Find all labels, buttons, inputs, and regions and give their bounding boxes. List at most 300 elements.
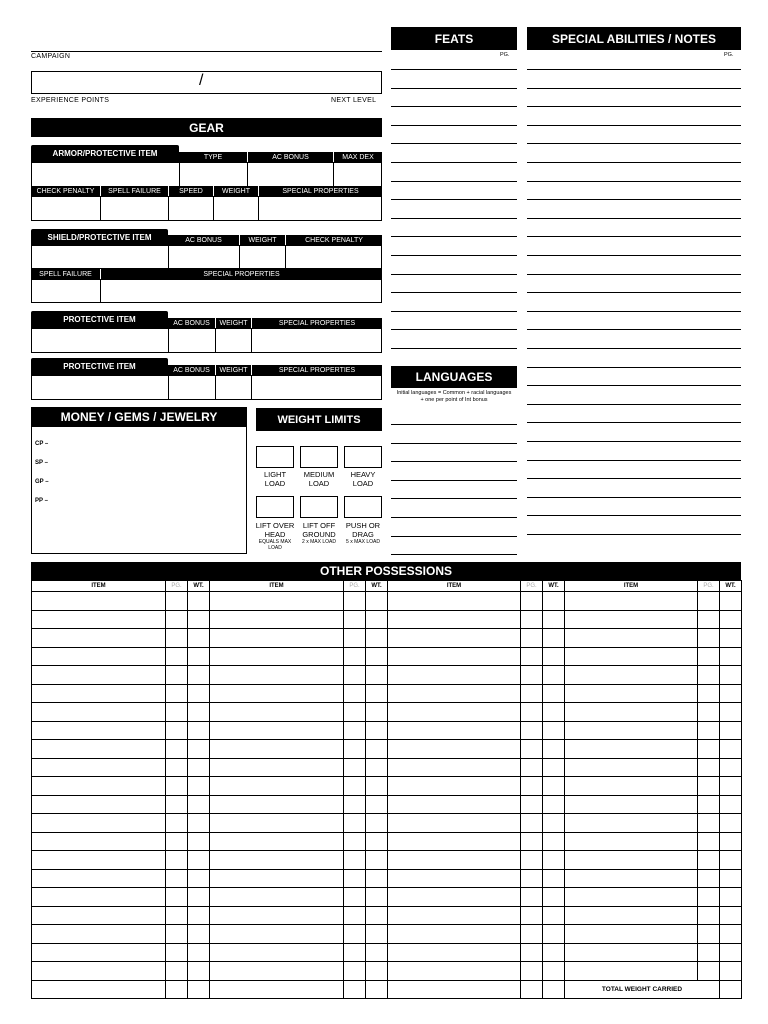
feat-line[interactable] <box>391 236 517 237</box>
special-line[interactable] <box>527 329 741 330</box>
possession-cell[interactable] <box>388 592 521 611</box>
possession-cell[interactable] <box>210 869 344 888</box>
possession-cell[interactable] <box>698 869 720 888</box>
possession-cell[interactable] <box>344 666 366 685</box>
possession-cell[interactable] <box>698 851 720 870</box>
possession-cell[interactable] <box>698 795 720 814</box>
possession-cell[interactable] <box>366 943 388 962</box>
possession-cell[interactable] <box>565 906 698 925</box>
possession-cell[interactable] <box>210 610 344 629</box>
possession-cell[interactable] <box>366 592 388 611</box>
prot2-row[interactable] <box>31 375 382 400</box>
possession-cell[interactable] <box>720 610 742 629</box>
table-row[interactable] <box>32 795 742 814</box>
possession-cell[interactable] <box>32 758 166 777</box>
possession-cell[interactable] <box>344 795 366 814</box>
possession-cell[interactable] <box>166 888 188 907</box>
possession-cell[interactable] <box>32 851 166 870</box>
possession-cell[interactable] <box>720 869 742 888</box>
possession-cell[interactable] <box>521 684 543 703</box>
possession-cell[interactable] <box>366 814 388 833</box>
possession-cell[interactable] <box>521 721 543 740</box>
possession-cell[interactable] <box>720 832 742 851</box>
possession-cell[interactable] <box>32 795 166 814</box>
possession-cell[interactable] <box>188 777 210 796</box>
possession-cell[interactable] <box>388 814 521 833</box>
possession-cell[interactable] <box>543 684 565 703</box>
table-row[interactable] <box>32 777 742 796</box>
possession-cell[interactable] <box>166 851 188 870</box>
possession-cell[interactable] <box>188 666 210 685</box>
possession-cell[interactable] <box>565 777 698 796</box>
possession-cell[interactable] <box>188 795 210 814</box>
possession-cell[interactable] <box>166 980 188 999</box>
possession-cell[interactable] <box>210 647 344 666</box>
possession-cell[interactable] <box>543 925 565 944</box>
possession-cell[interactable] <box>698 684 720 703</box>
possession-cell[interactable] <box>521 943 543 962</box>
possession-cell[interactable] <box>565 740 698 759</box>
possession-cell[interactable] <box>720 684 742 703</box>
possession-cell[interactable] <box>698 758 720 777</box>
possession-cell[interactable] <box>720 925 742 944</box>
possession-cell[interactable] <box>565 721 698 740</box>
light-load-field[interactable] <box>256 446 294 468</box>
possession-cell[interactable] <box>210 980 344 999</box>
special-line[interactable] <box>527 88 741 89</box>
table-row[interactable] <box>32 943 742 962</box>
possession-cell[interactable] <box>565 851 698 870</box>
possession-cell[interactable] <box>188 980 210 999</box>
possession-cell[interactable] <box>344 869 366 888</box>
language-line[interactable] <box>391 480 517 481</box>
possession-cell[interactable] <box>366 795 388 814</box>
possession-cell[interactable] <box>565 869 698 888</box>
possession-cell[interactable] <box>521 666 543 685</box>
special-line[interactable] <box>527 106 741 107</box>
special-line[interactable] <box>527 478 741 479</box>
special-line[interactable] <box>527 236 741 237</box>
possession-cell[interactable] <box>188 906 210 925</box>
possession-cell[interactable] <box>32 647 166 666</box>
possession-cell[interactable] <box>698 777 720 796</box>
possession-cell[interactable] <box>344 888 366 907</box>
feat-line[interactable] <box>391 329 517 330</box>
table-row[interactable] <box>32 721 742 740</box>
possession-cell[interactable] <box>344 925 366 944</box>
possession-cell[interactable] <box>698 832 720 851</box>
possession-cell[interactable] <box>32 610 166 629</box>
possession-cell[interactable] <box>543 666 565 685</box>
possession-cell[interactable] <box>344 740 366 759</box>
table-row[interactable] <box>32 666 742 685</box>
possession-cell[interactable] <box>565 814 698 833</box>
possession-cell[interactable] <box>344 980 366 999</box>
possession-cell[interactable] <box>210 592 344 611</box>
possession-cell[interactable] <box>188 851 210 870</box>
possession-cell[interactable] <box>344 684 366 703</box>
possession-cell[interactable] <box>366 740 388 759</box>
possession-cell[interactable] <box>388 610 521 629</box>
possession-cell[interactable] <box>720 758 742 777</box>
possession-cell[interactable] <box>366 647 388 666</box>
special-line[interactable] <box>527 218 741 219</box>
table-row[interactable] <box>32 758 742 777</box>
possessions-table[interactable] <box>31 580 742 999</box>
push-drag-field[interactable] <box>344 496 382 518</box>
possession-cell[interactable] <box>543 943 565 962</box>
table-row[interactable] <box>32 851 742 870</box>
possession-cell[interactable] <box>521 795 543 814</box>
special-line[interactable] <box>527 69 741 70</box>
special-line[interactable] <box>527 515 741 516</box>
table-row[interactable] <box>32 629 742 648</box>
possession-cell[interactable] <box>166 647 188 666</box>
possession-cell[interactable] <box>543 869 565 888</box>
possession-cell[interactable] <box>720 888 742 907</box>
total-weight-field[interactable] <box>720 980 742 999</box>
possession-cell[interactable] <box>166 943 188 962</box>
possession-cell[interactable] <box>344 629 366 648</box>
possession-cell[interactable] <box>210 777 344 796</box>
heavy-load-field[interactable] <box>344 446 382 468</box>
feat-line[interactable] <box>391 218 517 219</box>
special-line[interactable] <box>527 348 741 349</box>
possession-cell[interactable] <box>210 684 344 703</box>
lift-over-field[interactable] <box>256 496 294 518</box>
possession-cell[interactable] <box>720 703 742 722</box>
possession-cell[interactable] <box>366 888 388 907</box>
money-box[interactable] <box>31 407 247 554</box>
possession-cell[interactable] <box>543 758 565 777</box>
possession-cell[interactable] <box>521 777 543 796</box>
possession-cell[interactable] <box>388 888 521 907</box>
possession-cell[interactable] <box>720 647 742 666</box>
table-row[interactable] <box>32 962 742 981</box>
feat-line[interactable] <box>391 181 517 182</box>
possession-cell[interactable] <box>344 610 366 629</box>
possession-cell[interactable] <box>366 832 388 851</box>
possession-cell[interactable] <box>388 832 521 851</box>
possession-cell[interactable] <box>388 869 521 888</box>
possession-cell[interactable] <box>698 666 720 685</box>
possession-cell[interactable] <box>188 629 210 648</box>
possession-cell[interactable] <box>166 925 188 944</box>
special-line[interactable] <box>527 162 741 163</box>
possession-cell[interactable] <box>521 647 543 666</box>
possession-cell[interactable] <box>210 906 344 925</box>
special-line[interactable] <box>527 292 741 293</box>
special-line[interactable] <box>527 385 741 386</box>
feat-line[interactable] <box>391 69 517 70</box>
special-line[interactable] <box>527 274 741 275</box>
possession-cell[interactable] <box>32 721 166 740</box>
medium-load-field[interactable] <box>300 446 338 468</box>
special-line[interactable] <box>527 422 741 423</box>
table-row[interactable] <box>32 610 742 629</box>
possession-cell[interactable] <box>543 962 565 981</box>
possession-cell[interactable] <box>388 925 521 944</box>
possession-cell[interactable] <box>388 758 521 777</box>
special-line[interactable] <box>527 497 741 498</box>
possession-cell[interactable] <box>366 721 388 740</box>
possession-cell[interactable] <box>698 888 720 907</box>
possession-cell[interactable] <box>543 610 565 629</box>
possession-cell[interactable] <box>188 832 210 851</box>
shield-row2[interactable] <box>31 279 382 303</box>
possession-cell[interactable] <box>344 647 366 666</box>
feat-line[interactable] <box>391 143 517 144</box>
possession-cell[interactable] <box>521 832 543 851</box>
possession-cell[interactable] <box>521 888 543 907</box>
feat-line[interactable] <box>391 348 517 349</box>
possession-cell[interactable] <box>32 869 166 888</box>
possession-cell[interactable] <box>720 666 742 685</box>
possession-cell[interactable] <box>344 703 366 722</box>
possession-cell[interactable] <box>210 943 344 962</box>
table-row[interactable] <box>32 925 742 944</box>
possession-cell[interactable] <box>543 814 565 833</box>
possession-cell[interactable] <box>166 610 188 629</box>
possession-cell[interactable] <box>32 703 166 722</box>
possession-cell[interactable] <box>543 592 565 611</box>
possession-cell[interactable] <box>565 795 698 814</box>
possession-cell[interactable] <box>32 592 166 611</box>
possession-cell[interactable] <box>720 592 742 611</box>
possession-cell[interactable] <box>344 814 366 833</box>
possession-cell[interactable] <box>344 721 366 740</box>
possession-cell[interactable] <box>388 777 521 796</box>
possession-cell[interactable] <box>698 962 720 981</box>
possession-cell[interactable] <box>521 592 543 611</box>
possession-cell[interactable] <box>720 777 742 796</box>
possession-cell[interactable] <box>166 740 188 759</box>
possession-cell[interactable] <box>166 814 188 833</box>
special-line[interactable] <box>527 181 741 182</box>
possession-cell[interactable] <box>344 962 366 981</box>
possession-cell[interactable] <box>565 888 698 907</box>
possession-cell[interactable] <box>188 592 210 611</box>
possession-cell[interactable] <box>188 962 210 981</box>
possession-cell[interactable] <box>543 980 565 999</box>
possession-cell[interactable] <box>366 906 388 925</box>
possession-cell[interactable] <box>388 962 521 981</box>
possession-cell[interactable] <box>188 943 210 962</box>
possession-cell[interactable] <box>366 869 388 888</box>
possession-cell[interactable] <box>565 647 698 666</box>
possession-cell[interactable] <box>210 832 344 851</box>
possession-cell[interactable] <box>521 980 543 999</box>
possession-cell[interactable] <box>698 925 720 944</box>
possession-cell[interactable] <box>521 906 543 925</box>
feat-line[interactable] <box>391 199 517 200</box>
possession-cell[interactable] <box>166 832 188 851</box>
special-line[interactable] <box>527 441 741 442</box>
possession-cell[interactable] <box>565 703 698 722</box>
possession-cell[interactable] <box>210 629 344 648</box>
possession-cell[interactable] <box>32 666 166 685</box>
possession-cell[interactable] <box>543 888 565 907</box>
possession-cell[interactable] <box>210 888 344 907</box>
possession-cell[interactable] <box>720 721 742 740</box>
possession-cell[interactable] <box>720 851 742 870</box>
possession-cell[interactable] <box>188 925 210 944</box>
possession-cell[interactable] <box>188 869 210 888</box>
possession-cell[interactable] <box>543 721 565 740</box>
possession-cell[interactable] <box>521 814 543 833</box>
possession-cell[interactable] <box>166 592 188 611</box>
table-row[interactable] <box>32 740 742 759</box>
possession-cell[interactable] <box>698 610 720 629</box>
special-line[interactable] <box>527 534 741 535</box>
possession-cell[interactable] <box>366 666 388 685</box>
possession-cell[interactable] <box>720 740 742 759</box>
possession-cell[interactable] <box>210 703 344 722</box>
possession-cell[interactable] <box>521 610 543 629</box>
table-row[interactable] <box>32 832 742 851</box>
possession-cell[interactable] <box>166 795 188 814</box>
possession-cell[interactable] <box>366 703 388 722</box>
possession-cell[interactable] <box>543 647 565 666</box>
possession-cell[interactable] <box>32 962 166 981</box>
feat-line[interactable] <box>391 88 517 89</box>
table-row[interactable] <box>32 703 742 722</box>
possession-cell[interactable] <box>344 943 366 962</box>
feat-line[interactable] <box>391 125 517 126</box>
possession-cell[interactable] <box>521 869 543 888</box>
possession-cell[interactable] <box>698 629 720 648</box>
special-line[interactable] <box>527 199 741 200</box>
special-line[interactable] <box>527 311 741 312</box>
possession-cell[interactable] <box>720 962 742 981</box>
possession-cell[interactable] <box>210 795 344 814</box>
possession-cell[interactable] <box>366 684 388 703</box>
possession-cell[interactable] <box>720 943 742 962</box>
possession-cell[interactable] <box>565 629 698 648</box>
possession-cell[interactable] <box>698 740 720 759</box>
table-row[interactable] <box>32 592 742 611</box>
feat-line[interactable] <box>391 106 517 107</box>
possession-cell[interactable] <box>366 777 388 796</box>
possession-cell[interactable] <box>543 703 565 722</box>
possession-cell[interactable] <box>166 703 188 722</box>
possession-cell[interactable] <box>698 703 720 722</box>
possession-cell[interactable] <box>344 851 366 870</box>
possession-cell[interactable] <box>388 851 521 870</box>
lift-off-field[interactable] <box>300 496 338 518</box>
possession-cell[interactable] <box>32 814 166 833</box>
possession-cell[interactable] <box>720 795 742 814</box>
feat-line[interactable] <box>391 274 517 275</box>
possession-cell[interactable] <box>565 758 698 777</box>
possession-cell[interactable] <box>565 943 698 962</box>
table-row[interactable] <box>32 684 742 703</box>
language-line[interactable] <box>391 554 517 555</box>
possession-cell[interactable] <box>698 906 720 925</box>
possession-cell[interactable] <box>720 814 742 833</box>
possession-cell[interactable] <box>388 795 521 814</box>
possession-cell[interactable] <box>388 666 521 685</box>
possession-cell[interactable] <box>543 629 565 648</box>
language-line[interactable] <box>391 498 517 499</box>
possession-cell[interactable] <box>344 592 366 611</box>
possession-cell[interactable] <box>188 888 210 907</box>
possession-cell[interactable] <box>366 851 388 870</box>
possession-cell[interactable] <box>388 980 521 999</box>
possession-cell[interactable] <box>565 610 698 629</box>
possession-cell[interactable] <box>565 592 698 611</box>
possession-cell[interactable] <box>210 721 344 740</box>
feat-line[interactable] <box>391 292 517 293</box>
possession-cell[interactable] <box>166 962 188 981</box>
possession-cell[interactable] <box>521 851 543 870</box>
table-row[interactable] <box>32 906 742 925</box>
possession-cell[interactable] <box>188 703 210 722</box>
possession-cell[interactable] <box>32 925 166 944</box>
possession-cell[interactable] <box>210 851 344 870</box>
possession-cell[interactable] <box>210 758 344 777</box>
table-row[interactable] <box>32 814 742 833</box>
special-line[interactable] <box>527 255 741 256</box>
feat-line[interactable] <box>391 162 517 163</box>
possession-cell[interactable] <box>188 721 210 740</box>
possession-cell[interactable] <box>166 869 188 888</box>
possession-cell[interactable] <box>210 814 344 833</box>
armor-row1[interactable] <box>31 162 382 187</box>
possession-cell[interactable] <box>166 684 188 703</box>
possession-cell[interactable] <box>366 758 388 777</box>
possession-cell[interactable] <box>388 703 521 722</box>
possession-cell[interactable] <box>366 610 388 629</box>
possession-cell[interactable] <box>32 777 166 796</box>
possession-cell[interactable] <box>521 962 543 981</box>
possession-cell[interactable] <box>188 647 210 666</box>
possession-cell[interactable] <box>388 906 521 925</box>
possession-cell[interactable] <box>565 832 698 851</box>
possession-cell[interactable] <box>543 777 565 796</box>
language-line[interactable] <box>391 536 517 537</box>
possession-cell[interactable] <box>565 925 698 944</box>
possession-cell[interactable] <box>210 925 344 944</box>
possession-cell[interactable] <box>543 832 565 851</box>
table-row[interactable] <box>32 869 742 888</box>
language-line[interactable] <box>391 424 517 425</box>
possession-cell[interactable] <box>32 684 166 703</box>
possession-cell[interactable] <box>543 851 565 870</box>
possession-cell[interactable] <box>32 629 166 648</box>
possession-cell[interactable] <box>166 666 188 685</box>
possession-cell[interactable] <box>698 592 720 611</box>
possession-cell[interactable] <box>366 629 388 648</box>
possession-cell[interactable] <box>388 629 521 648</box>
table-row[interactable] <box>32 980 742 999</box>
possession-cell[interactable] <box>698 943 720 962</box>
possession-cell[interactable] <box>188 610 210 629</box>
possession-cell[interactable] <box>188 814 210 833</box>
possession-cell[interactable] <box>388 647 521 666</box>
possession-cell[interactable] <box>720 629 742 648</box>
table-row[interactable] <box>32 647 742 666</box>
possession-cell[interactable] <box>166 758 188 777</box>
special-line[interactable] <box>527 125 741 126</box>
special-line[interactable] <box>527 367 741 368</box>
possession-cell[interactable] <box>543 795 565 814</box>
possession-cell[interactable] <box>521 703 543 722</box>
language-line[interactable] <box>391 461 517 462</box>
possession-cell[interactable] <box>166 629 188 648</box>
language-line[interactable] <box>391 443 517 444</box>
possession-cell[interactable] <box>210 666 344 685</box>
